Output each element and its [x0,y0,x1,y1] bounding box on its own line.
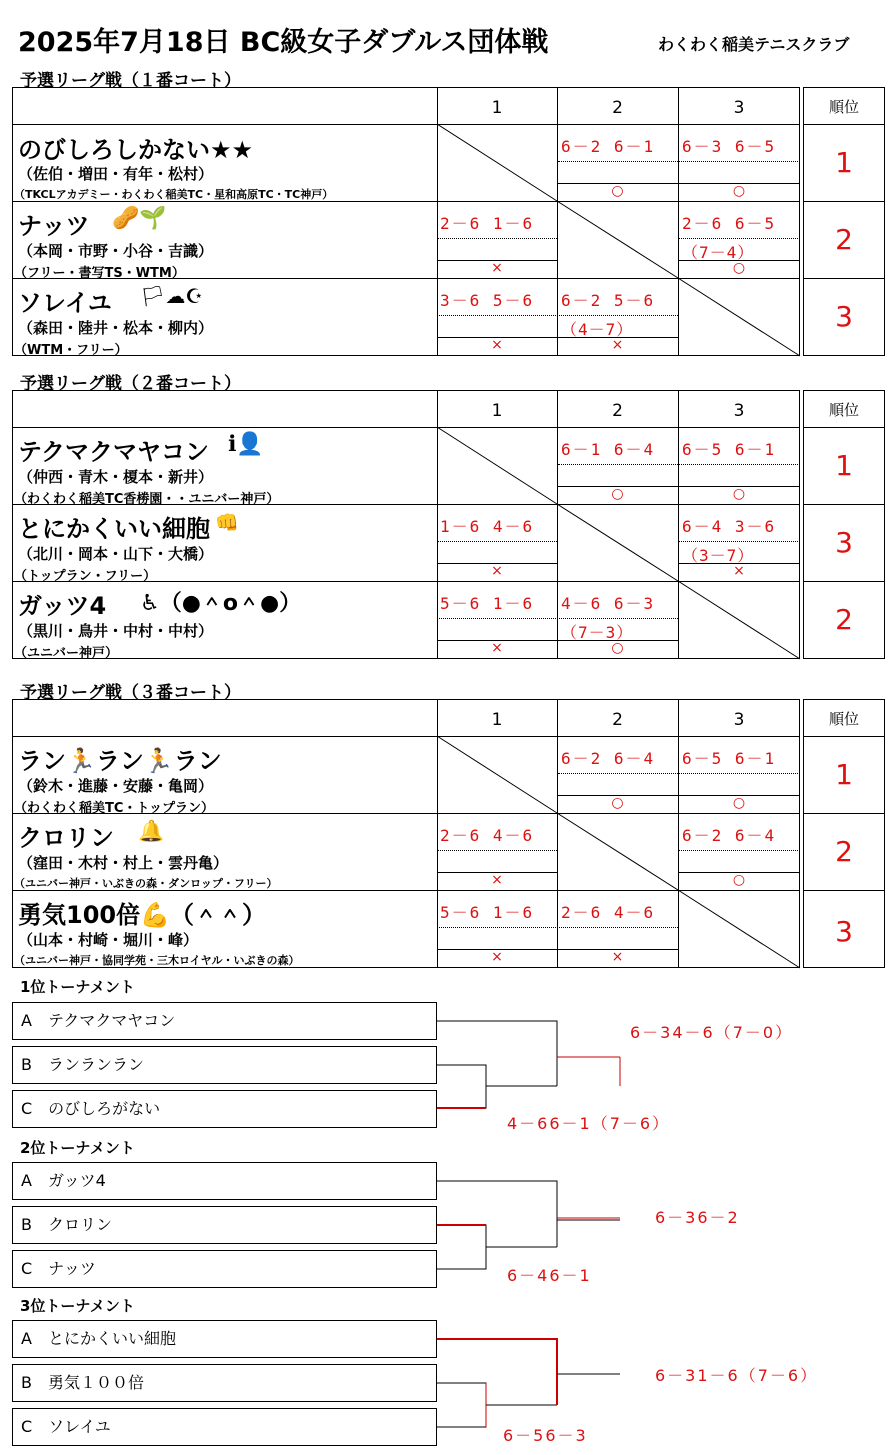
semi-score: 6－56－3 [503,1426,588,1445]
bracket-entry-a: A テクマクマヤコン [12,1002,437,1040]
win-mark: ○ [732,183,746,199]
team-members: （佐伯・増田・有年・松村） [18,165,214,183]
bracket-entry-b: B 勇気１００倍 [12,1364,437,1402]
final-score: 6－34－6（7－0） [630,1023,794,1042]
team-affiliation: （わくわく稲美TC・トップラン） [14,801,215,816]
team-members: （鈴木・進藤・安藤・亀岡） [18,777,214,795]
team-name: ガッツ4 [18,592,107,620]
page-title: 2025年7月18日 BC級女子ダブルス団体戦 [18,27,549,58]
team-members: （北川・岡本・山下・大橋） [18,545,214,563]
tiebreak-score: （7－3） [561,623,634,642]
team-rank: 1 [835,146,853,179]
col-header-2: 2 [612,98,623,118]
team-members: （本岡・市野・小谷・吉識） [18,242,214,260]
rank-header: 順位 [828,98,859,116]
match-score: 6－2 6－1 [561,137,656,156]
semi-score: 4－66－1（7－6） [507,1114,671,1133]
match-score: 6－5 6－1 [682,749,777,768]
loss-mark: × [491,872,503,888]
win-mark: ○ [732,260,746,276]
bracket-entry-a: A ガッツ4 [12,1162,437,1200]
team-icons: 👊 [215,512,239,534]
win-mark: ○ [732,872,746,888]
bracket-entry-b: B クロリン [12,1206,437,1244]
loss-mark: × [491,337,503,353]
match-score: 6－2 6－4 [561,749,656,768]
team-icons: ℹ👤 [228,432,264,457]
loss-mark: × [491,563,503,579]
team-affiliation: （フリー・書写TS・WTM） [14,266,185,281]
match-score: 4－6 6－3 [561,594,656,613]
match-score: 6－1 6－4 [561,440,656,459]
league-2-title: 予選リーグ戦（２番コート） [20,374,241,394]
tournament-3-title: 3位トーナメント [20,1297,135,1315]
team-rank: 2 [835,835,853,868]
tiebreak-score: （3－7） [682,546,755,565]
rank-header: 順位 [828,710,859,728]
tournament-1-title: 1位トーナメント [20,978,135,996]
team-icons: ♿（●＾o＾●） [140,591,302,616]
tiebreak-score: （7－4） [682,243,755,262]
match-score: 6－2 6－4 [682,826,777,845]
match-score: 6－2 5－6 [561,291,656,310]
col-header-1: 1 [491,98,503,118]
win-mark: ○ [611,795,624,811]
team-rank: 2 [835,603,853,636]
tiebreak-score: （4－7） [561,320,634,339]
team-icons: 🏳☁☪ [140,284,204,308]
semi-score: 6－46－1 [507,1266,592,1285]
bracket-entry-a: A とにかくいい細胞 [12,1320,437,1358]
team-affiliation: （トップラン・フリー） [14,569,157,584]
loss-mark: × [611,337,624,353]
rank-header: 順位 [828,401,859,419]
bell-icon: 🔔 [138,819,165,843]
team-name: 勇気100倍💪（＾＾） [18,901,266,929]
match-score: 5－6 1－6 [440,903,535,922]
team-rank: 3 [835,915,853,948]
final-score: 6－31－6（7－6） [655,1366,819,1385]
team-name: テクマクマヤコン [18,438,210,466]
team-name: とにかくいい細胞 [18,515,210,543]
loss-mark: × [491,949,503,965]
match-score: 6－5 6－1 [682,440,777,459]
match-score: 6－3 6－5 [682,137,777,156]
team-affiliation: （ユニバー神戸・協同学苑・三木ロイヤル・いぶきの森） [14,954,300,967]
team-members: （黒川・鳥井・中村・中村） [18,622,214,640]
team-affiliation: （WTM・フリー） [14,343,128,358]
match-score: 5－6 1－6 [440,594,535,613]
team-rank: 2 [835,223,853,256]
league-3-title: 予選リーグ戦（３番コート） [20,683,241,703]
bracket-entry-c: C ナッツ [12,1250,437,1288]
col-header-2: 2 [612,401,623,421]
team-affiliation: （TKCLアカデミー・わくわく稲美TC・星和高原TC・TC神戸） [14,188,334,201]
win-mark: ○ [732,486,746,502]
team-members: （森田・陸井・松本・柳内） [18,319,214,337]
match-score: 2－6 6－5 [682,214,777,233]
league-1-title: 予選リーグ戦（１番コート） [20,71,241,91]
team-name: ナッツ [18,212,90,240]
bracket-entry-c: C ソレイユ [12,1408,437,1446]
team-rank: 3 [835,526,853,559]
bracket-entry-b: B ランランラン [12,1046,437,1084]
match-score: 2－6 4－6 [561,903,656,922]
col-header-3: 3 [733,710,745,730]
team-affiliation: （ユニバー神戸） [14,646,119,661]
team-rank: 1 [835,758,853,791]
loss-mark: × [611,949,624,965]
match-score: 3－6 5－6 [440,291,535,310]
col-header-2: 2 [612,710,623,730]
team-rank: 1 [835,449,853,482]
team-members: （山本・村崎・堀川・峰） [18,931,199,949]
team-icons: 🥜🌱 [112,206,167,231]
tournament-2-title: 2位トーナメント [20,1139,135,1157]
team-name: のびしろしかない★★ [18,136,254,164]
win-mark: ○ [732,795,746,811]
col-header-1: 1 [491,710,503,730]
match-score: 2－6 4－6 [440,826,535,845]
col-header-3: 3 [733,401,745,421]
team-name: クロリン [18,824,114,852]
loss-mark: × [491,260,503,276]
col-header-3: 3 [733,98,745,118]
win-mark: ○ [611,640,624,656]
club-name: わくわく稲美テニスクラブ [658,35,850,54]
win-mark: ○ [611,486,624,502]
team-name: ラン🏃ラン🏃ラン [18,747,222,775]
team-affiliation: （わくわく稲美TC香椦園・・ユニバー神戸） [14,492,280,507]
loss-mark: × [733,563,745,579]
team-rank: 3 [835,300,853,333]
col-header-1: 1 [491,401,503,421]
team-name: ソレイユ [18,289,112,317]
team-affiliation: （ユニバー神戸・いぶきの森・ダンロップ・フリー） [14,877,278,890]
match-score: 6－4 3－6 [682,517,777,536]
win-mark: ○ [611,183,624,199]
team-members: （仲西・青木・榎本・新井） [18,468,214,486]
team-members: （窪田・木村・村上・雲丹亀） [18,854,229,872]
bracket-entry-c: C のびしろがない [12,1090,437,1128]
match-score: 1－6 4－6 [440,517,535,536]
match-score: 2－6 1－6 [440,214,535,233]
loss-mark: × [491,640,503,656]
final-score: 6－36－2 [655,1208,740,1227]
